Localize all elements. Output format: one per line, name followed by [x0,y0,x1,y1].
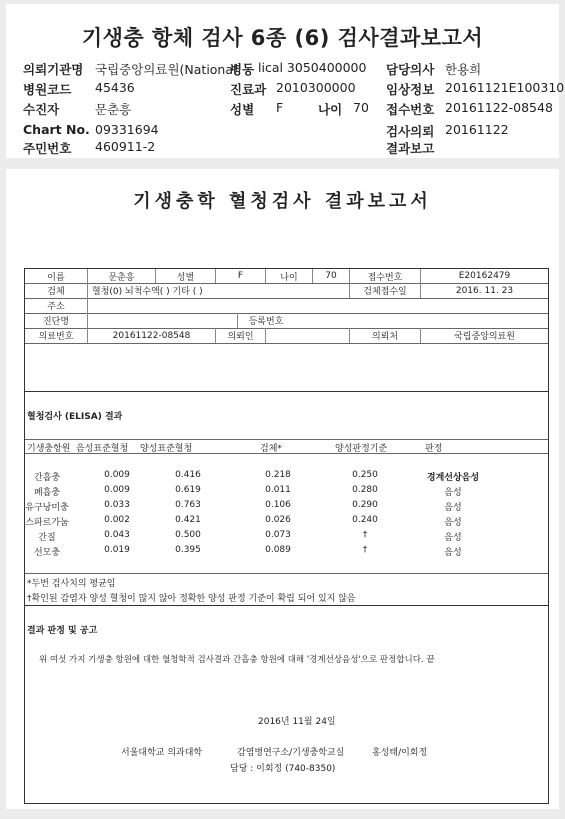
receipt-value: E20162479 [458,271,511,281]
institution-value: 국립중앙의료원 [454,332,515,342]
result-specimen-od: 0.089 [265,545,291,555]
patient-label: 수진자 [23,102,60,117]
signer-lab: 감염병연구소/기생충학교실 [237,748,345,758]
footnote-divider [25,573,548,574]
result-antigen: 선모충 [33,548,61,558]
result-cutoff: 0.280 [352,485,378,495]
form-row-specimen [25,283,548,299]
diagnosis-value [88,313,238,328]
result-antigen: 간질 [38,533,56,543]
result-specimen-od: 0.011 [265,485,291,495]
section-title: 혈청검사 (ELISA) 결과 [27,412,123,422]
report-header-panel [6,4,565,158]
report-date: 2016년 11월 24일 [258,717,336,727]
col-antigen: 기생충항원 [27,444,71,454]
result-judgment: 음성 [444,488,462,498]
receipt-label: 접수번호 [350,269,421,283]
col-specimen: 검체* [260,444,282,454]
result-cutoff: 0.250 [352,470,378,480]
result-judgment: 경계선상음성 [426,473,480,483]
result-positive-control: 0.416 [175,470,201,480]
result-specimen-od: 0.026 [265,515,291,525]
result-antigen: 간흡충 [33,473,61,483]
result-judgment: 음성 [444,518,462,528]
conclusion-text: 위 여섯 가지 기생충 항원에 대한 혈청학적 검사결과 간흡충 항원에 대해 '경계선상음성'으로 판정합니다. 끝 [39,655,435,665]
receipt-label: 접수번호 [386,102,435,117]
registration-label: 등록번호 [248,317,284,327]
clinical-value: 20161121E100310 [445,80,565,95]
sex-label: 성별 [230,102,255,117]
age-value: 70 [313,269,350,283]
result-specimen-od: 0.106 [265,500,291,510]
scanned-report [6,169,559,809]
doctor-value: 한용희 [445,62,482,77]
col-judgment: 판정 [425,444,443,454]
date-value: 2016. 11. 23 [455,285,514,296]
patient-value: 문춘흥 [95,102,132,117]
form-row-record [25,328,548,344]
result-negative-control: 0.043 [104,530,130,540]
footnote-criteria: †확인된 감염자 양성 혈청이 많지 않아 정확한 양성 판정 기준이 확립 되어 있지 않음 [27,594,356,604]
col-negative: 음성표준혈청 [76,444,129,454]
result-cutoff: † [362,530,368,540]
conclusion-title: 결과 판정 및 공고 [27,626,98,636]
footnote-average: *두번 검사치의 평균임 [27,579,116,589]
signer-org: 서울대학교 의과대학 [121,748,203,758]
request-label: 검사의뢰 [386,124,435,139]
record-label: 의료번호 [25,328,88,343]
specimen-value: 혈청(0) 뇌척수액( ) 기타 ( ) [88,283,350,298]
blank-area [25,343,548,392]
chart-value: 09331694 [95,122,159,137]
institution-label: 의뢰처 [350,328,421,343]
result-negative-control: 0.033 [104,500,130,510]
rrn-label: 주민번호 [23,141,72,156]
age-label: 나이 [318,102,343,117]
result-positive-control: 0.763 [175,500,201,510]
col-cutoff: 양성판정기준 [335,444,388,454]
results-header-row [25,439,548,454]
result-judgment: 음성 [444,533,462,543]
date-label: 검체접수일 [350,283,421,298]
sex-value: F [276,100,284,115]
result-negative-control: 0.019 [104,545,130,555]
address-label: 주소 [25,298,88,313]
dept-value: 2010300000 [276,80,356,95]
chart-label: Chart No. [23,122,90,137]
record-value: 20161122-08548 [88,328,216,343]
institution-label: 의뢰기관명 [23,62,84,77]
diagnosis-label: 진단명 [25,313,88,328]
rrn-value: 460911-2 [95,139,156,154]
result-cutoff: † [362,545,368,555]
result-specimen-od: 0.073 [265,530,291,540]
result-negative-control: 0.009 [104,485,130,495]
dept-label: 진료과 [230,82,267,97]
name-label: 이름 [25,269,88,283]
result-antigen: 폐흡충 [33,488,61,498]
form-row-patient [25,269,548,284]
requester-value [266,328,350,343]
form-row-diagnosis [25,313,548,329]
result-positive-control: 0.421 [175,515,201,525]
result-judgment: 음성 [444,548,462,558]
report-form [24,268,549,804]
ward-label: 병동 [230,62,255,77]
receipt-value: 20161122-08548 [445,100,553,115]
result-antigen: 스파르가눔 [25,518,69,528]
conclusion-divider [25,605,548,606]
specimen-label: 검체 [25,283,88,298]
request-value: 20161122 [445,122,509,137]
signer-names: 홍성태/이회정 [372,748,428,758]
institution-value: 국립중앙의료원(National [95,62,237,77]
report-title: 기생충학 혈청검사 결과보고서 [133,191,432,212]
sex-value: F [216,269,266,283]
result-positive-control: 0.395 [175,545,201,555]
doctor-label: 담당의사 [386,62,435,77]
page-title: 기생충 항체 검사 6종 (6) 검사결과보고서 [81,26,484,50]
result-cutoff: 0.240 [352,515,378,525]
result-specimen-od: 0.218 [265,470,291,480]
contact-info: 담당 : 이회정 (740-8350) [230,764,336,774]
result-positive-control: 0.619 [175,485,201,495]
result-cutoff: 0.290 [352,500,378,510]
age-value: 70 [353,100,369,115]
result-judgment: 음성 [444,503,462,513]
result-negative-control: 0.002 [104,515,130,525]
hospital-code-value: 45436 [95,80,135,95]
result-negative-control: 0.009 [104,470,130,480]
ward-value: lical 3050400000 [258,60,367,75]
report-label: 결과보고 [386,141,435,156]
result-positive-control: 0.500 [175,530,201,540]
clinical-label: 임상정보 [386,82,435,97]
age-label: 나이 [266,269,313,283]
name-value: 문춘흥 [88,269,156,283]
sex-label: 성별 [156,269,216,283]
result-antigen: 유구낭미충 [25,503,69,513]
hospital-code-label: 병원코드 [23,82,72,97]
col-positive: 양성표준혈청 [140,444,193,454]
form-row-address [25,298,548,314]
requester-label: 의뢰인 [216,328,266,343]
